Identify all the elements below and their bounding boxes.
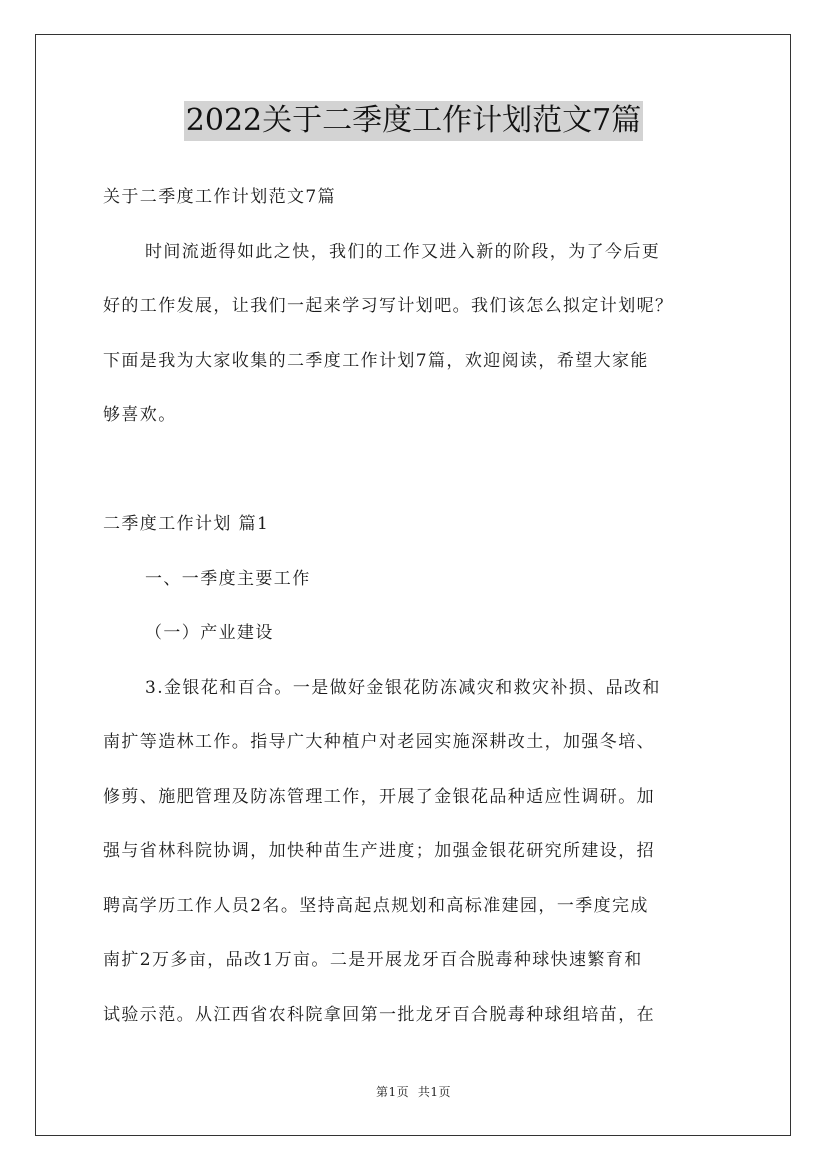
heading-level-2: （一）产业建设 (145, 623, 274, 643)
document-title: 2022关于二季度工作计划范文7篇 (184, 101, 643, 141)
body-line-5: 聘高学历工作人员2名。坚持高起点规划和高标准建园，一季度完成 (103, 895, 649, 916)
document-body (103, 170, 727, 1042)
body-line-1: 3.金银花和百合。一是做好金银花防冻减灾和救灾补损、品改和 (145, 677, 661, 698)
intro-line-4: 够喜欢。 (103, 405, 177, 425)
page-total: 共1页 (417, 1085, 451, 1099)
page-number: 第1页 (376, 1085, 410, 1099)
body-line-6: 南扩2万多亩，品改1万亩。二是开展龙牙百合脱毒种球快速繁育和 (103, 950, 643, 970)
intro-line-1: 时间流逝得如此之快，我们的工作又进入新的阶段，为了今后更 (145, 241, 661, 262)
body-line-2: 南扩等造林工作。指导广大种植户对老园实施深耕改土，加强冬培、 (103, 732, 655, 752)
document-subtitle: 关于二季度工作计划范文7篇 (103, 187, 337, 207)
body-line-4: 强与省林科院协调，加快种苗生产进度；加强金银花研究所建设，招 (103, 841, 655, 861)
title-container (0, 101, 827, 141)
blank-line (103, 443, 727, 498)
section-heading: 二季度工作计划 篇1 (103, 514, 270, 534)
intro-line-2: 好的工作发展，让我们一起来学习写计划吧。我们该怎么拟定计划呢？ (103, 296, 674, 316)
intro-line-3: 下面是我为大家收集的二季度工作计划7篇，欢迎阅读，希望大家能 (103, 350, 649, 371)
page-footer (0, 1083, 827, 1100)
body-line-7: 试验示范。从江西省农科院拿回第一批龙牙百合脱毒种球组培苗，在 (103, 1004, 655, 1025)
body-line-3: 修剪、施肥管理及防冻管理工作，开展了金银花品种适应性调研。加 (103, 786, 655, 807)
heading-level-1: 一、一季度主要工作 (145, 568, 311, 589)
